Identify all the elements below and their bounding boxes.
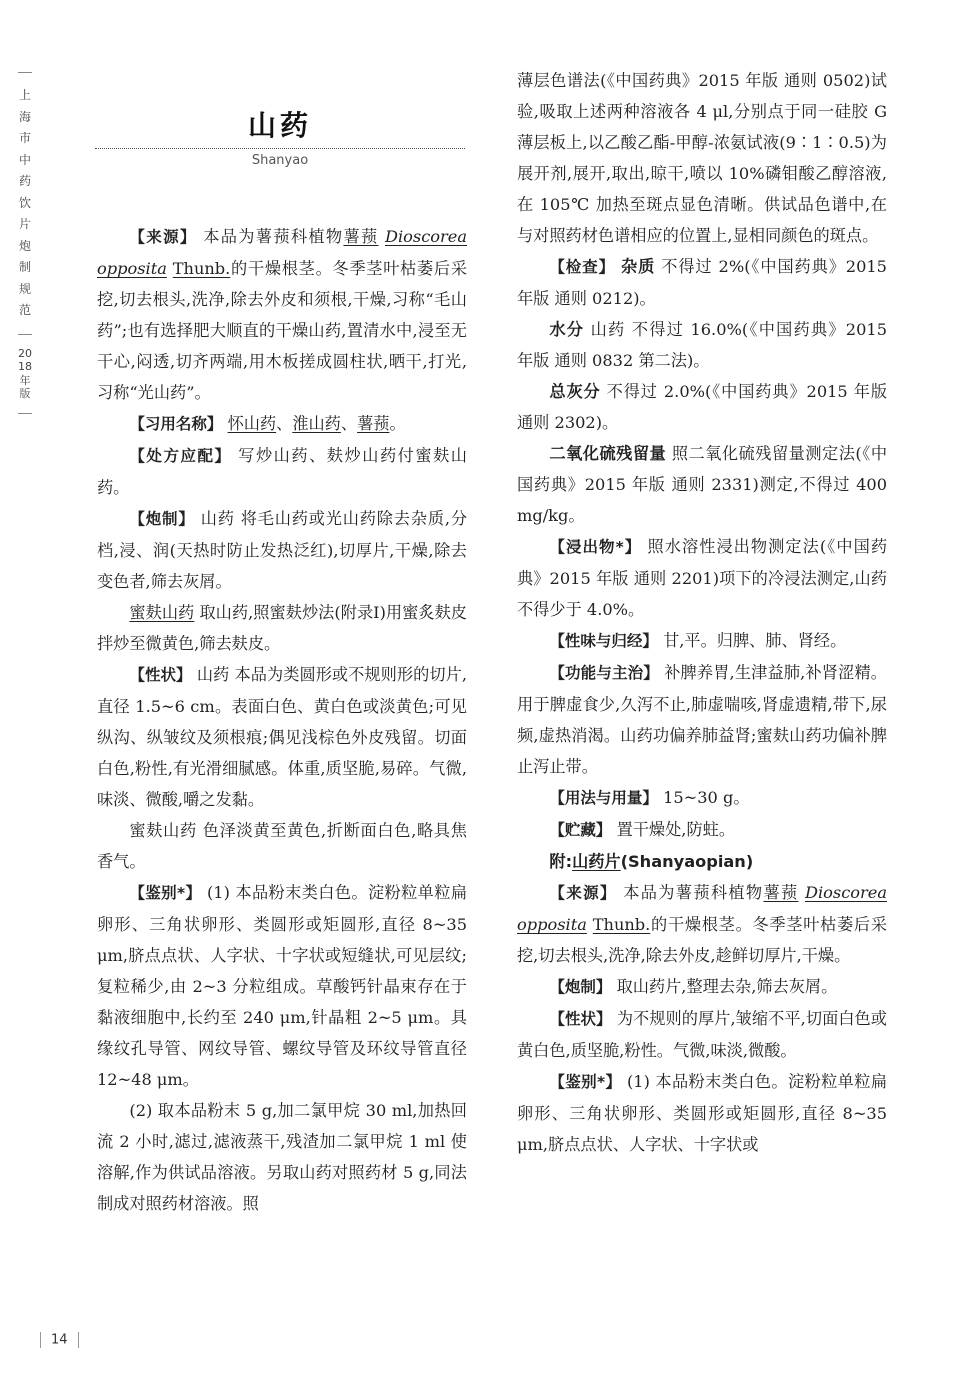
impurity-label: 杂质 bbox=[621, 257, 656, 276]
appendix-source-latin: Dioscorea opposita bbox=[517, 883, 887, 934]
appendix-processing-label: 【炮制】 bbox=[549, 978, 612, 996]
dosage-label: 【用法与用量】 bbox=[549, 789, 658, 807]
character-text: 本品为类圆形或不规则形的切片,直径 1.5~6 cm。表面白色、黄白色或淡黄色;可见纵沟、纵皱纹及须根痕;偶见浅棕色外皮残留。切面白色,粉性,有光滑细腻感。体重,质坚脆,易碎。气微,味淡、微酸,嚼之发黏。 bbox=[97, 665, 467, 809]
running-head-sidebar bbox=[14, 68, 36, 418]
character-label: 【性状】 bbox=[129, 666, 192, 684]
alias-paragraph bbox=[97, 408, 467, 440]
ash-text: 不得过 2.0%(《中国药典》2015 年版 通则 2302)。 bbox=[517, 382, 888, 432]
identification-text-1: (1) 本品粉末类白色。淀粉粒单粒扁卵形、三角状卵形、类圆形或矩圆形,直径 8~35 μm,脐点点状、人字状、十字状或短缝状,可见层纹;复粒稀少,由 2~3 分粒组成。草酸钙针晶束存在于黏液细胞中,长约至 240 μm,针晶粗 2~5 μm。具缘纹孔导管、网纹导管、螺纹导管及环纹导管直径 12~48 μm。 bbox=[97, 883, 468, 1089]
impurity-text: 不得过 2%(《中国药典》2015 年版 通则 0212)。 bbox=[517, 257, 887, 308]
appendix-processing-paragraph bbox=[517, 971, 887, 1003]
nature-label: 【性味与归经】 bbox=[549, 632, 658, 650]
entry-title: 山药 bbox=[247, 109, 312, 142]
source-text-2: 的干燥根茎。冬季茎叶枯萎后采挖,切去根头,洗净,除去外皮和须根,干燥,习称“毛山药”;也有选择肥大顺直的干燥山药,置清水中,浸至无干心,闷透,切齐两端,用木板搓成圆柱状,晒干,打光,习称“光山药”。 bbox=[97, 259, 467, 402]
appendix-source-text-2: 的干燥根茎。冬季茎叶枯萎后采挖,切去根头,洗净,除去外皮,趁鲜切厚片,干燥。 bbox=[517, 915, 887, 965]
water-label: 水分 bbox=[549, 320, 585, 339]
ash-label: 总灰分 bbox=[549, 382, 601, 401]
so2-paragraph bbox=[517, 438, 887, 531]
rx-paragraph bbox=[97, 440, 467, 503]
extract-label: 【浸出物*】 bbox=[549, 538, 642, 556]
identification-cont-text: 薄层色谱法(《中国药典》2015 年版 通则 0502)试验,吸取上述两种溶液各 4 μl,分别点于同一硅胶 G 薄层板上,以乙酸乙酯-甲醇-浓氨试液(9∶1∶0.5)为展开剂,展开,取出,晾干,喷以 10%磷钼酸乙醇溶液,在 105℃ 加热至斑点显色清晰。供试品色谱中,在与对照药材色谱相应的位置上,显相同颜色的斑点。 bbox=[517, 71, 887, 245]
source-plant: 薯蓣 bbox=[343, 227, 379, 246]
so2-text: 照二氧化硫残留量测定法(《中国药典》2015 年版 通则 2331)测定,不得过 400 mg/kg。 bbox=[517, 444, 888, 525]
character-honey-paragraph bbox=[97, 815, 467, 877]
alias-1: 怀山药 bbox=[227, 414, 277, 433]
appendix-source-author: Thunb. bbox=[592, 915, 651, 934]
appendix-source-plant: 薯蓣 bbox=[763, 883, 799, 902]
extract-text: 照水溶性浸出物测定法(《中国药典》2015 年版 通则 2201)项下的冷浸法测定,山药 不得少于 4.0%。 bbox=[517, 537, 888, 619]
left-column bbox=[97, 221, 467, 1219]
identification-paragraph-1 bbox=[97, 877, 467, 1095]
function-paragraph bbox=[517, 657, 887, 782]
function-label: 【功能与主治】 bbox=[549, 664, 659, 682]
processing-label: 【炮制】 bbox=[129, 510, 195, 528]
book-title-vertical: 上海市中药饮片炮制规范 bbox=[18, 88, 31, 317]
nature-text: 甘,平。归脾、肺、肾经。 bbox=[663, 631, 847, 650]
edition-vertical: 2018年版 bbox=[18, 346, 32, 400]
title-divider bbox=[95, 148, 465, 149]
source-paragraph bbox=[97, 221, 467, 408]
nature-paragraph bbox=[517, 625, 887, 657]
character-honey-item: 蜜麸山药 bbox=[129, 821, 197, 840]
source-author: Thunb. bbox=[172, 259, 231, 278]
appendix-source-text-1: 本品为薯蓣科植物 bbox=[623, 883, 764, 902]
ash-paragraph bbox=[517, 376, 887, 438]
page-number: 14 bbox=[30, 1332, 89, 1348]
processing-paragraph bbox=[97, 503, 467, 597]
dosage-paragraph bbox=[517, 782, 887, 814]
character-honey-text: 色泽淡黄至黄色,折断面白色,略具焦香气。 bbox=[97, 821, 467, 871]
alias-2: 淮山药 bbox=[292, 414, 341, 433]
sidebar-rule-bottom bbox=[18, 413, 32, 414]
processing-item: 山药 bbox=[200, 509, 235, 528]
alias-label: 【习用名称】 bbox=[129, 415, 223, 433]
alias-sep-2: 、 bbox=[340, 414, 358, 433]
appendix-name: 山药片 bbox=[572, 852, 621, 871]
right-column bbox=[517, 65, 887, 1160]
alias-sep-1: 、 bbox=[276, 414, 293, 433]
so2-label: 二氧化硫残留量 bbox=[549, 444, 667, 463]
character-paragraph bbox=[97, 659, 467, 815]
processing-text: 将毛山药或光山药除去杂质,分档,浸、润(天热时防止发热泛红),切厚片,干燥,除去变色者,筛去灰屑。 bbox=[97, 509, 468, 591]
source-text-1: 本品为薯蓣科植物 bbox=[203, 227, 344, 246]
appendix-pinyin: (Shanyaopian) bbox=[620, 852, 754, 871]
appendix-character-paragraph bbox=[517, 1003, 887, 1066]
appendix-source-paragraph bbox=[517, 877, 887, 971]
entry-title-block bbox=[95, 106, 465, 168]
appendix-prefix: 附: bbox=[549, 852, 573, 871]
appendix-source-label: 【来源】 bbox=[549, 884, 617, 902]
dosage-text: 15~30 g。 bbox=[663, 788, 750, 807]
identification-text-2: (2) 取本品粉末 5 g,加二氯甲烷 30 ml,加热回流 2 小时,滤过,滤液蒸干,残渣加二氯甲烷 1 ml 使溶解,作为供试品溶液。另取山药对照药材 5 g,同法制成对照药材溶液。照 bbox=[97, 1101, 467, 1213]
appendix-identification-label: 【鉴别*】 bbox=[549, 1073, 622, 1091]
honey-item: 蜜麸山药 bbox=[129, 603, 195, 622]
honey-processing-paragraph bbox=[97, 597, 467, 659]
alias-3: 薯蓣 bbox=[357, 414, 390, 433]
water-text: 不得过 16.0%(《中国药典》2015 年版 通则 0832 第二法)。 bbox=[517, 320, 888, 370]
honey-text: 取山药,照蜜麸炒法(附录Ⅰ)用蜜炙麸皮拌炒至微黄色,筛去麸皮。 bbox=[97, 603, 467, 653]
appendix-character-label: 【性状】 bbox=[549, 1010, 612, 1028]
water-item: 山药 bbox=[590, 320, 626, 339]
check-label: 【检查】 bbox=[549, 258, 615, 276]
appendix-character-text: 为不规则的厚片,皱缩不平,切面白色或黄白色,质坚脆,粉性。气微,味淡,微酸。 bbox=[517, 1009, 887, 1060]
rx-label: 【处方应配】 bbox=[129, 447, 232, 465]
water-paragraph bbox=[517, 314, 887, 376]
storage-label: 【贮藏】 bbox=[549, 821, 612, 839]
source-label: 【来源】 bbox=[129, 228, 197, 246]
sidebar-rule-middle bbox=[18, 334, 32, 335]
storage-paragraph bbox=[517, 814, 887, 846]
sidebar-rule-top bbox=[18, 72, 32, 73]
entry-pinyin: Shanyao bbox=[251, 153, 309, 168]
storage-text: 置干燥处,防蛀。 bbox=[616, 820, 736, 839]
appendix-identification-paragraph bbox=[517, 1066, 887, 1160]
extract-paragraph bbox=[517, 531, 887, 625]
alias-end: 。 bbox=[389, 414, 406, 433]
identification-continued bbox=[517, 65, 887, 251]
function-text: 补脾养胃,生津益肺,补肾涩精。用于脾虚食少,久泻不止,肺虚喘咳,肾虚遗精,带下,尿频,虚热消渴。山药功偏养肺益肾;蜜麸山药功偏补脾止泻止带。 bbox=[517, 663, 887, 776]
appendix-processing-text: 取山药片,整理去杂,筛去灰屑。 bbox=[616, 977, 838, 996]
rx-text: 写炒山药、麸炒山药付蜜麸山药。 bbox=[97, 446, 467, 497]
check-paragraph bbox=[517, 251, 887, 314]
character-item: 山药 bbox=[196, 665, 230, 684]
source-latin: Dioscorea opposita bbox=[97, 227, 467, 278]
appendix-heading bbox=[517, 846, 887, 877]
identification-paragraph-2 bbox=[97, 1095, 467, 1219]
identification-label: 【鉴别*】 bbox=[129, 884, 202, 902]
appendix-identification-text: (1) 本品粉末类白色。淀粉粒单粒扁卵形、三角状卵形、类圆形或矩圆形,直径 8~35 μm,脐点点状、人字状、十字状或 bbox=[517, 1072, 888, 1154]
